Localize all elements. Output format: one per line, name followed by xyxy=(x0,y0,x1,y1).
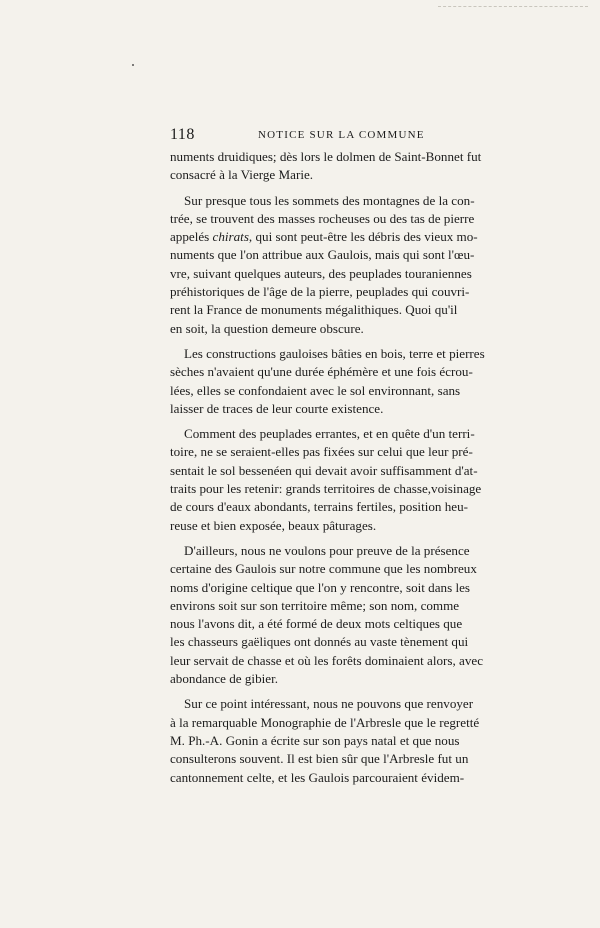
text-line: abondance de gibier. xyxy=(170,671,278,687)
text-line: appelés chirats, qui sont peut-être les débris des vieux mo- xyxy=(170,229,478,245)
running-head xyxy=(170,126,430,146)
text-line: traits pour les retenir: grands territoires de chasse,voisinage xyxy=(170,481,482,497)
text-line: Sur presque tous les sommets des montagnes de la con- xyxy=(184,192,475,208)
text-line: préhistoriques de l'âge de la pierre, peuplades qui couvri- xyxy=(170,284,470,300)
text-line: noms d'origine celtique que l'on y rencontre, soit dans les xyxy=(170,579,470,595)
paragraph-gap xyxy=(170,535,429,542)
text-line: numents druidiques; dès lors le dolmen de Saint-Bonnet fut xyxy=(170,149,482,164)
text-line: lées, elles se confondaient avec le sol environnant, sans xyxy=(170,382,461,398)
text-line: nous l'avons dit, a été formé de deux mots celtiques que xyxy=(170,616,463,632)
text-line: de cours d'eaux abondants, terrains fertiles, position heu- xyxy=(170,499,468,515)
paragraph xyxy=(170,695,480,786)
text-line: trée, se trouvent des masses rocheuses ou des tas de pierre xyxy=(170,210,475,226)
text-line: leur servait de chasse et où les forêts dominaient alors, avec xyxy=(170,652,484,668)
paragraph-gap xyxy=(170,338,429,345)
text-line: en soit, la question demeure obscure. xyxy=(170,320,364,336)
paragraph xyxy=(170,192,478,338)
text-line: environs soit sur son territoire même; son nom, comme xyxy=(170,597,460,613)
text-line: reuse et bien exposée, beaux pâturages. xyxy=(170,517,377,533)
text-line: les chasseurs gaëliques ont donnés au vaste tènement qui xyxy=(170,634,469,650)
text-line: cantonnement celte, et les Gaulois parcouraient évidem- xyxy=(170,769,465,785)
ink-speck xyxy=(132,64,134,66)
text-line: rent la France de monuments mégalithiques. Quoi qu'il xyxy=(170,302,458,318)
text-line: sèches n'avaient qu'une durée éphémère et une fois écrou- xyxy=(170,364,473,380)
text-line: consulterons souvent. Il est bien sûr que l'Arbresle fut un xyxy=(170,751,469,767)
body-text xyxy=(170,148,485,787)
page-number: 118 xyxy=(170,126,195,143)
paragraph-gap xyxy=(170,185,429,192)
text-line: Sur ce point intéressant, nous ne pouvons que renvoyer xyxy=(184,696,474,712)
text-line: numents que l'on attribue aux Gaulois, mais qui sont l'œu- xyxy=(170,247,475,263)
paragraph xyxy=(170,148,482,185)
text-line: M. Ph.-A. Gonin a écrite sur son pays natal et que nous xyxy=(170,732,460,748)
paragraph xyxy=(170,425,482,535)
paragraph xyxy=(170,345,485,418)
scan-edge-mark xyxy=(438,6,588,8)
text-line: D'ailleurs, nous ne voulons pour preuve de la présence xyxy=(184,542,470,558)
text-line: à la remarquable Monographie de l'Arbresle que le regretté xyxy=(170,714,480,730)
text-line: Les constructions gauloises bâties en bois, terre et pierres xyxy=(184,345,485,361)
text-line: sentait le sol bessenéen qui devait avoir suffisamment d'at- xyxy=(170,462,478,478)
italic-term: chirats xyxy=(212,229,249,245)
running-title: NOTICE SUR LA COMMUNE xyxy=(258,129,425,141)
paragraph xyxy=(170,542,484,688)
paragraph-gap xyxy=(170,688,429,695)
text-line: vre, suivant quelques auteurs, des peuplades touraniennes xyxy=(170,265,472,281)
text-line: toire, ne se seraient-elles pas fixées sur celui que leur pré- xyxy=(170,444,473,460)
text-line: Comment des peuplades errantes, et en quête d'un terri- xyxy=(184,426,475,442)
text-line: consacré à la Vierge Marie. xyxy=(170,167,314,183)
text-line: certaine des Gaulois sur notre commune que les nombreux xyxy=(170,561,477,577)
text-line: laisser de traces de leur courte existence. xyxy=(170,400,384,416)
paragraph-gap xyxy=(170,418,429,425)
